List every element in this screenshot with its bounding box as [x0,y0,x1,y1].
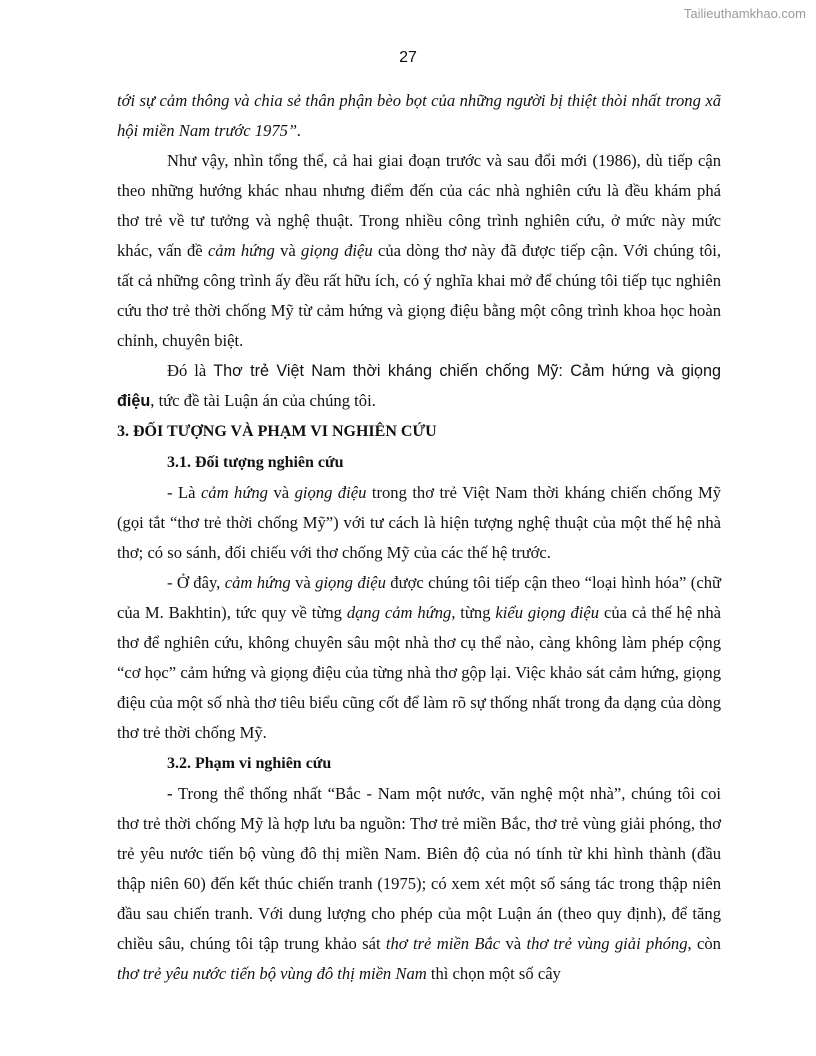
thesis-title-end: điệu [117,392,151,410]
subsection-heading-3-2: 3.2. Phạm vi nghiên cứu [167,755,332,772]
subsection-heading-3-1: 3.1. Đối tượng nghiên cứu [167,454,344,471]
paragraph-object-1: - Là cảm hứng và giọng điệu trong thơ trẻ Việt Nam thời kháng chiến chống Mỹ (gọi tắt “thơ trẻ thời chống Mỹ”) với tư cách là hiện tượng nghệ thuật của một thế hệ nhà thơ; có so sánh, đối chiếu với thơ chống Mỹ của các thế hệ trước. [117,483,721,562]
page-number: 27 [399,49,417,66]
paragraph-object-2: - Ở đây, cảm hứng và giọng điệu được chúng tôi tiếp cận theo “loại hình hóa” (chữ của M. Bakhtin), tức quy về từng dạng cảm hứng, từng kiểu giọng điệu của cả thế hệ nhà thơ để nghiên cứu, không chuyên sâu một nhà thơ cụ thể nào, càng không làm phép cộng “cơ học” cảm hứng và giọng điệu của từng nhà thơ gộp lại. Việc khảo sát cảm hứng, giọng điệu của một số nhà thơ tiêu biểu cũng cốt để làm rõ sự thống nhất trong đa dạng của dòng thơ trẻ thời chống Mỹ. [117,573,722,742]
thesis-title: Thơ trẻ Việt Nam thời kháng chiến chống Mỹ: Cảm hứng và giọng [213,362,721,380]
section-heading-3: 3. ĐỐI TƯỢNG VÀ PHẠM VI NGHIÊN CỨU [117,423,437,440]
paragraph-thesis-title: Đó là Thơ trẻ Việt Nam thời kháng chiến chống Mỹ: Cảm hứng và giọng điệu, tức đề tài Luận án của chúng tôi. [117,361,721,410]
paragraph-quote-end [117,86,721,146]
paragraph-scope: - Trong thể thống nhất “Bắc - Nam một nước, văn nghệ một nhà”, chúng tôi coi thơ trẻ thời chống Mỹ là hợp lưu ba nguồn: Thơ trẻ miền Bắc, thơ trẻ vùng giải phóng, thơ trẻ yêu nước tiến bộ vùng đô thị miền Nam. Biên độ của nó tính từ khi hình thành (đầu thập niên 60) đến kết thúc chiến tranh (1975); có xem xét một số sáng tác trong thập niên đầu sau chiến tranh. Với dung lượng cho phép của một Luận án (theo quy định), để tăng chiều sâu, chúng tôi tập trung khảo sát thơ trẻ miền Bắc và thơ trẻ vùng giải phóng, còn thơ trẻ yêu nước tiến bộ vùng đô thị miền Nam thì chọn một số cây [117,784,721,983]
watermark: Tailieuthamkhao.com [683,6,806,21]
document-body [117,86,721,989]
quote-text: tới sự cảm thông và chia sẻ thân phận bèo bọt của những người bị thiệt thòi nhất trong xã hội miền Nam trước 1975”. [117,91,721,140]
paragraph-overview: Như vậy, nhìn tổng thể, cả hai giai đoạn trước và sau đổi mới (1986), dù tiếp cận theo những hướng khác nhau nhưng điểm đến của các nhà nghiên cứu là đều khám phá thơ trẻ về tư tưởng và nghệ thuật. Trong nhiều công trình nghiên cứu, ở mức này mức khác, vấn đề cảm hứng và giọng điệu của dòng thơ này đã được tiếp cận. Với chúng tôi, tất cả những công trình ấy đều rất hữu ích, có ý nghĩa khai mở để chúng tôi tiếp tục nghiên cứu thơ trẻ thời chống Mỹ từ cảm hứng và giọng điệu bằng một công trình khoa học hoàn chỉnh, chuyên biệt. [117,151,722,350]
